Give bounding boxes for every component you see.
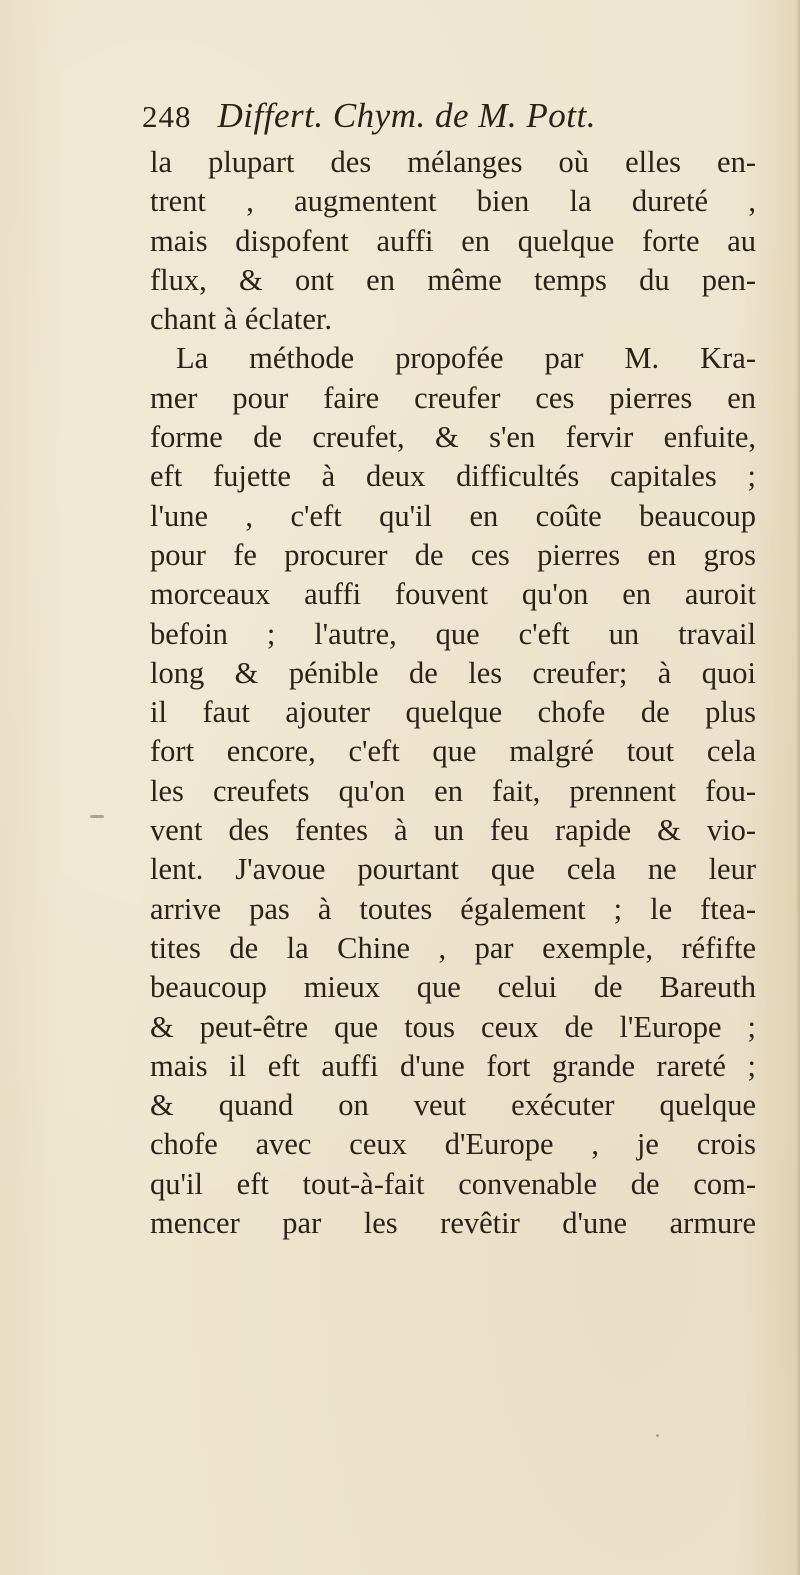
margin-smudge (90, 815, 104, 818)
text-line: mais dispofent auffi en quelque forte au (150, 223, 756, 258)
page-edge-shadow (796, 0, 800, 1575)
text-line: befoin ; l'autre, que c'eft un travail (150, 616, 756, 651)
text-line: forme de creufet, & s'en fervir enfuite, (150, 420, 756, 455)
text-line: qu'il eft tout-à-fait convenable de com- (150, 1166, 756, 1201)
text-line: l'une , c'eft qu'il en coûte beaucoup (150, 498, 756, 533)
text-line: long & pénible de les creufer; à quoi (150, 655, 756, 690)
text-line: beaucoup mieux que celui de Bareuth (150, 970, 756, 1005)
running-head: Differt. Chym. de M. Pott. (217, 96, 597, 135)
paragraph-start-line: La méthode propofée par M. Kra- (176, 341, 756, 376)
page-header (142, 96, 722, 144)
text-line: lent. J'avoue pourtant que cela ne leur (150, 852, 756, 887)
body-text (150, 143, 760, 1243)
text-line: fort encore, c'eft que malgré tout cela (150, 734, 756, 769)
text-line: flux, & ont en même temps du pen- (150, 262, 756, 297)
text-line: chofe avec ceux d'Europe , je crois (150, 1127, 756, 1162)
text-line: mencer par les revêtir d'une armure (150, 1206, 756, 1241)
text-line: les creufets qu'on en fait, prennent fou- (150, 773, 756, 808)
text-line: trent , augmentent bien la dureté , (150, 184, 756, 219)
text-line: la plupart des mélanges où elles en- (150, 145, 756, 179)
text-line: pour fe procurer de ces pierres en gros (150, 537, 756, 572)
text-line: eft fujette à deux difficultés capitales ; (150, 459, 756, 494)
text-line: arrive pas à toutes également ; le ftea- (150, 891, 756, 926)
text-line: tites de la Chine , par exemple, réfifte (150, 930, 756, 965)
text-line: il faut ajouter quelque chofe de plus (150, 695, 756, 730)
text-line: & quand on veut exécuter quelque (150, 1088, 756, 1123)
text-line: chant à éclater. (150, 302, 333, 337)
text-line: vent des fentes à un feu rapide & vio- (150, 813, 756, 848)
page-number: 248 (142, 99, 192, 134)
text-line: morceaux auffi fouvent qu'on en auroit (150, 577, 756, 612)
text-line: & peut-être que tous ceux de l'Europe ; (150, 1009, 756, 1044)
text-line: mais il eft auffi d'une fort grande rareté ; (150, 1048, 756, 1083)
text-line: mer pour faire creufer ces pierres en (150, 380, 756, 415)
paper-speck (656, 1434, 659, 1437)
